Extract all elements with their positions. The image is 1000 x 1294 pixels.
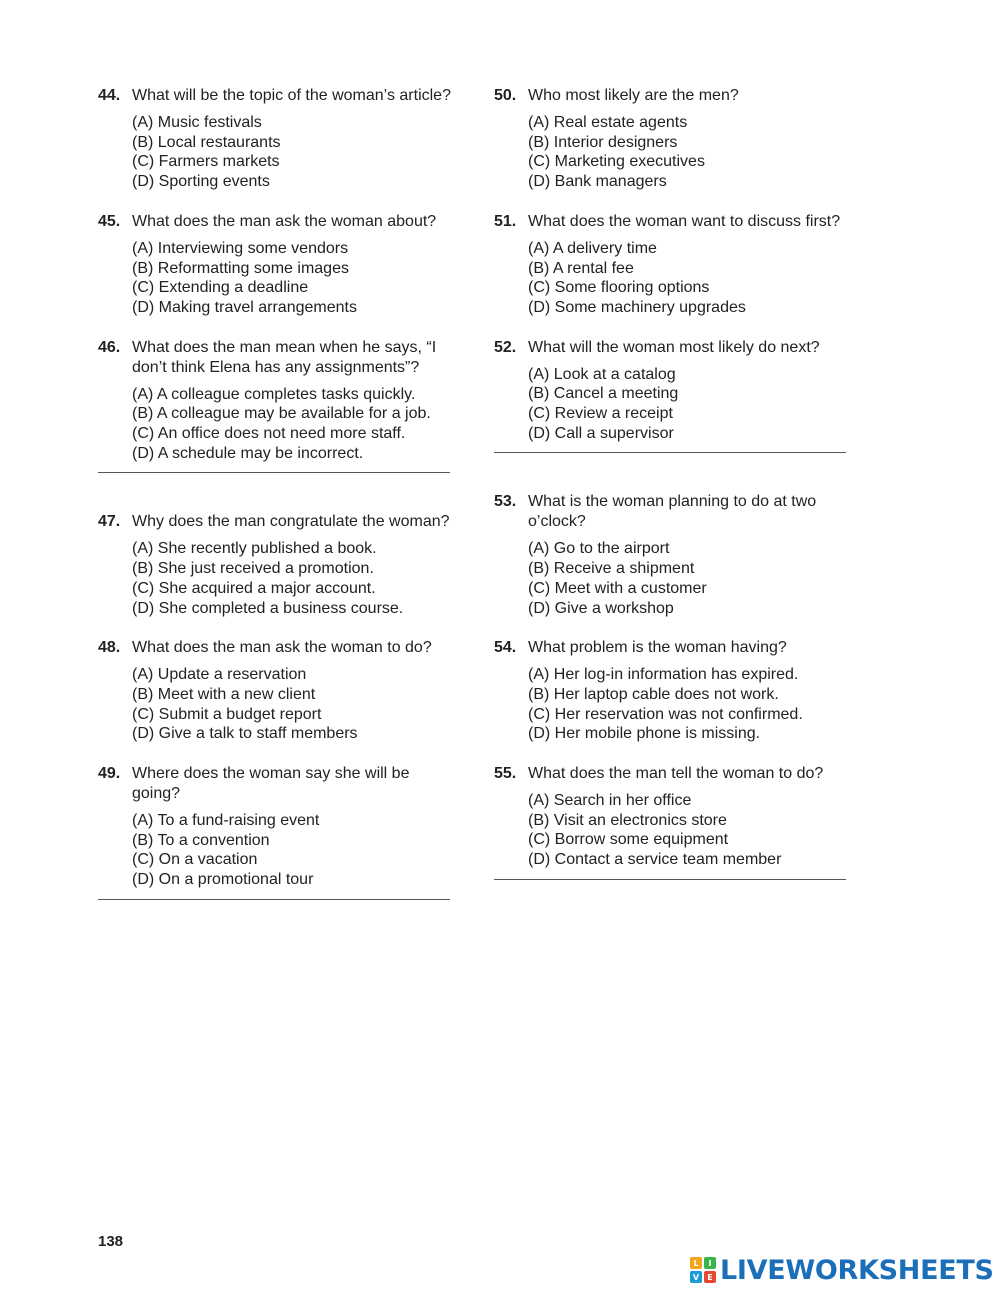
answer-option-d: (D) Some machinery upgrades	[528, 298, 746, 316]
question-46	[98, 338, 458, 464]
liveworksheets-logo[interactable]	[690, 1254, 994, 1286]
question-text: What will the woman most likely do next?	[528, 338, 820, 356]
question-text: Why does the man congratulate the woman?	[132, 513, 450, 531]
answer-option-d: (D) Her mobile phone is missing.	[528, 725, 761, 743]
answer-option-d: (D) Call a supervisor	[528, 424, 674, 442]
answer-option-a: (A) Look at a catalog	[528, 365, 676, 383]
answer-option-c: (C) Marketing executives	[528, 153, 705, 171]
answer-option-c: (C) Review a receipt	[528, 405, 673, 423]
answer-option-c: (C) Borrow some equipment	[528, 831, 729, 849]
answer-option-b: (B) Interior designers	[528, 133, 678, 151]
question-number: 50.	[494, 87, 517, 104]
answer-option-c: (C) An office does not need more staff.	[132, 425, 406, 443]
answer-option-d: (D) A schedule may be incorrect.	[132, 444, 364, 462]
brand-name: LIVEWORKSHEETS	[720, 1254, 994, 1286]
question-number: 55.	[494, 765, 517, 783]
answer-option-c: (C) Extending a deadline	[132, 279, 309, 297]
answer-option-c: (C) She acquired a major account.	[132, 579, 376, 597]
section-divider	[494, 879, 846, 880]
question-number: 49.	[98, 765, 121, 783]
answer-option-a: (A) She recently published a book.	[132, 540, 377, 558]
section-divider	[98, 472, 450, 473]
answer-option-b: (B) A colleague may be available for a job.	[132, 405, 431, 423]
answer-option-b: (B) Visit an electronics store	[528, 811, 727, 829]
answer-option-b: (B) Her laptop cable does not work.	[528, 685, 779, 703]
question-number: 52.	[494, 338, 517, 356]
answer-option-d: (D) Contact a service team member	[528, 851, 782, 869]
answer-option-d: (D) On a promotional tour	[132, 871, 314, 889]
answer-option-a: (A) To a fund-raising event	[132, 812, 320, 830]
answer-option-a: (A) Search in her office	[528, 792, 692, 810]
answer-option-b: (B) Receive a shipment	[528, 560, 695, 578]
answer-option-a: (A) Update a reservation	[132, 666, 307, 684]
question-text: What does the man mean when he says, “I don’t think Elena has any assignments”?	[132, 338, 437, 376]
question-49	[98, 764, 458, 890]
question-text: What does the man tell the woman to do?	[528, 765, 824, 783]
answer-option-d: (D) Give a workshop	[528, 599, 674, 617]
answer-option-c: (C) Some flooring options	[528, 279, 710, 297]
answer-option-a: (A) A colleague completes tasks quickly.	[132, 385, 416, 403]
answer-option-b: (B) Cancel a meeting	[528, 385, 679, 403]
answer-option-c: (C) Farmers markets	[132, 153, 280, 171]
question-text: Where does the woman say she will be going?	[132, 765, 410, 803]
question-number: 53.	[494, 493, 517, 511]
question-text: Who most likely are the men?	[528, 87, 739, 104]
question-51	[494, 212, 854, 318]
answer-option-a: (A) Music festivals	[132, 114, 262, 131]
answer-option-a: (A) A delivery time	[528, 239, 657, 257]
answer-option-b: (B) Local restaurants	[132, 133, 281, 151]
brand-badge-letter: E	[704, 1271, 716, 1283]
question-55	[494, 764, 854, 870]
right-column	[494, 86, 854, 880]
question-48	[98, 638, 458, 744]
answer-option-b: (B) To a convention	[132, 831, 270, 849]
question-44	[98, 86, 458, 192]
question-47	[98, 512, 458, 618]
answer-option-d: (D) Sporting events	[132, 173, 270, 191]
answer-option-d: (D) Give a talk to staff members	[132, 725, 358, 743]
question-text: What does the man ask the woman about?	[132, 212, 437, 230]
question-52	[494, 338, 854, 444]
question-number: 44.	[98, 87, 121, 104]
question-text: What is the woman planning to do at two o’clock?	[528, 493, 817, 531]
question-number: 46.	[98, 338, 121, 356]
answer-option-d: (D) She completed a business course.	[132, 599, 404, 617]
question-number: 54.	[494, 639, 517, 657]
question-number: 45.	[98, 212, 121, 230]
answer-option-d: (D) Bank managers	[528, 173, 667, 191]
question-text: What does the woman want to discuss first?	[528, 212, 841, 230]
answer-option-d: (D) Making travel arrangements	[132, 298, 357, 316]
section-divider	[494, 452, 846, 453]
answer-option-c: (C) Submit a budget report	[132, 705, 322, 723]
answer-option-b: (B) Reformatting some images	[132, 259, 349, 277]
question-text: What does the man ask the woman to do?	[132, 639, 432, 657]
question-text: What problem is the woman having?	[528, 639, 787, 657]
question-text: What will be the topic of the woman’s article?	[132, 87, 451, 104]
answer-option-b: (B) She just received a promotion.	[132, 560, 374, 578]
answer-option-c: (C) Her reservation was not confirmed.	[528, 705, 803, 723]
question-number: 48.	[98, 639, 121, 657]
answer-option-c: (C) Meet with a customer	[528, 579, 707, 597]
question-number: 47.	[98, 513, 121, 531]
question-53	[494, 492, 854, 618]
question-45	[98, 212, 458, 318]
answer-option-b: (B) A rental fee	[528, 259, 634, 277]
brand-badge-letter: L	[690, 1257, 702, 1269]
page-number: 138	[98, 1233, 124, 1250]
answer-option-a: (A) Interviewing some vendors	[132, 239, 349, 257]
question-number: 51.	[494, 212, 517, 230]
brand-badge-letter: I	[704, 1257, 716, 1269]
brand-badge-letter: V	[690, 1271, 702, 1283]
answer-option-a: (A) Her log-in information has expired.	[528, 666, 799, 684]
section-divider	[98, 899, 450, 900]
left-column	[98, 86, 458, 900]
brand-badge-icon	[690, 1257, 716, 1283]
answer-option-b: (B) Meet with a new client	[132, 685, 316, 703]
answer-option-c: (C) On a vacation	[132, 851, 258, 869]
answer-option-a: (A) Real estate agents	[528, 114, 688, 131]
question-54	[494, 638, 854, 744]
answer-option-a: (A) Go to the airport	[528, 540, 670, 558]
question-50	[494, 86, 854, 192]
